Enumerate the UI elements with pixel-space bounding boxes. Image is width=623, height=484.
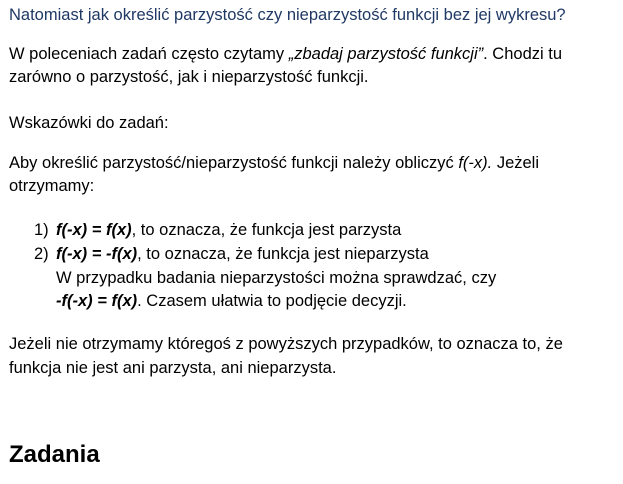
paragraph-3-line-1: Jeżeli nie otrzymamy któregoś z powyższych przypadków, to oznacza to, że [9, 335, 563, 353]
list-item-2-note-formula: -f(-x) = f(x) [56, 292, 138, 310]
paragraph-3-line-2: funkcja nie jest ani parzysta, ani nieparzysta. [9, 359, 337, 377]
paragraph-2-line-2: otrzymamy: [9, 177, 95, 195]
list-text-2: , to oznacza, że funkcja jest nieparzysta [137, 245, 429, 263]
list-item-2 [34, 243, 429, 265]
paragraph-1-prefix: W poleceniach zadań często czytamy [9, 45, 289, 63]
paragraph-2-prefix: Aby określić parzystość/nieparzystość funkcji należy obliczyć [9, 154, 459, 172]
paragraph-2-line-1 [9, 152, 539, 174]
hints-label: Wskazówki do zadań: [9, 114, 169, 132]
paragraph-1-suffix: . Chodzi tu [483, 45, 563, 63]
list-item-2-note-line-1: W przypadku badania nieparzystości można sprawdzać, czy [56, 269, 497, 287]
list-number-1: 1) [34, 221, 49, 239]
paragraph-2-formula: f(-x). [458, 154, 493, 172]
list-formula-2: f(-x) = -f(x) [56, 245, 138, 263]
list-text-1: , to oznacza, że funkcja jest parzysta [131, 221, 402, 239]
section-title: Zadania [9, 441, 100, 468]
paragraph-1-quote: „zbadaj parzystość funkcji” [288, 45, 484, 63]
list-item-2-note-line-2 [56, 290, 407, 312]
list-formula-1: f(-x) = f(x) [56, 221, 132, 239]
list-item-2-note-suffix: . Czasem ułatwia to podjęcie decyzji. [137, 292, 407, 310]
paragraph-1-line-1 [9, 43, 562, 65]
paragraph-2-suffix: Jeżeli [492, 154, 540, 172]
list-number-2: 2) [34, 245, 49, 263]
paragraph-1-line-2: zarówno o parzystość, jak i nieparzystość funkcji. [9, 68, 369, 86]
list-item-1 [34, 219, 401, 241]
intro-question: Natomiast jak określić parzystość czy nieparzystość funkcji bez jej wykresu? [9, 6, 566, 24]
